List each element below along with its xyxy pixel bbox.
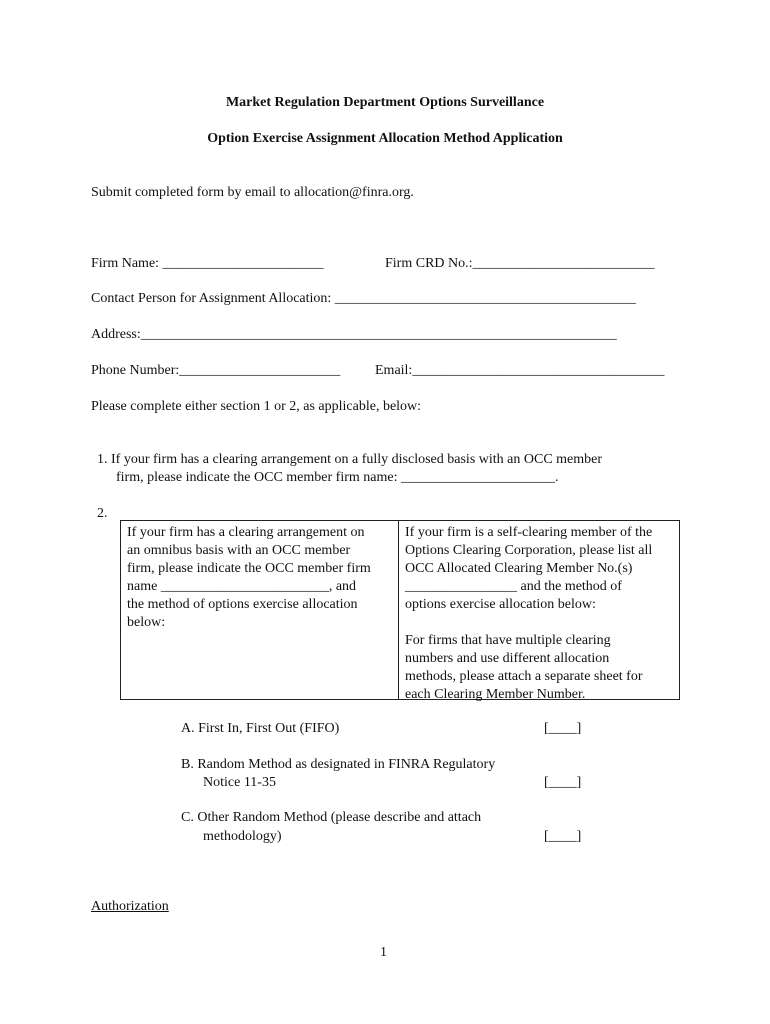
right-cell-line: Options Clearing Corporation, please list all: [405, 543, 653, 558]
left-cell-line: an omnibus basis with an OCC member: [127, 543, 351, 558]
right-cell-note-line: each Clearing Member Number.: [405, 687, 586, 702]
cell-spacer: [405, 614, 673, 632]
left-cell-line: below:: [127, 615, 166, 630]
section1-line1: 1. If your firm has a clearing arrangement on a fully disclosed basis with an OCC member: [97, 452, 603, 467]
method-a-checkbox[interactable]: [____]: [544, 721, 582, 736]
section2-number: 2.: [97, 506, 108, 521]
contact-person-field[interactable]: Contact Person for Assignment Allocation: ___________________________________________: [91, 291, 636, 306]
method-a-label: A. First In, First Out (FIFO): [181, 721, 340, 736]
right-cell-note-line: methods, please attach a separate sheet for: [405, 669, 643, 684]
form-subtitle: Option Exercise Assignment Allocation Method Application: [207, 131, 563, 146]
method-c-label: C. Other Random Method (please describe and attach: [181, 810, 482, 825]
email-field[interactable]: Email:____________________________________: [375, 363, 665, 378]
right-cell-line: options exercise allocation below:: [405, 597, 596, 612]
section2-left-cell: [120, 520, 399, 700]
method-b-checkbox[interactable]: [____]: [544, 775, 582, 790]
submit-instruction: Submit completed form by email to allocation@finra.org.: [91, 185, 414, 200]
method-c-checkbox[interactable]: [____]: [544, 829, 582, 844]
section2-right-cell: [398, 520, 680, 700]
right-cell-line[interactable]: ________________ and the method of: [405, 579, 622, 594]
left-cell-line: the method of options exercise allocation: [127, 597, 358, 612]
left-cell-line: If your firm has a clearing arrangement on: [127, 525, 365, 540]
page-title: Market Regulation Department Options Surveillance: [225, 95, 545, 110]
right-cell-line: If your firm is a self-clearing member of the: [405, 525, 653, 540]
authorization-heading: Authorization: [91, 899, 169, 914]
method-b-label: B. Random Method as designated in FINRA Regulatory: [181, 757, 496, 772]
right-cell-note-line: numbers and use different allocation: [405, 651, 610, 666]
phone-field[interactable]: Phone Number:_______________________: [91, 363, 341, 378]
section-instruction: Please complete either section 1 or 2, as applicable, below:: [91, 399, 422, 414]
right-cell-note-line: For firms that have multiple clearing: [405, 633, 611, 648]
left-cell-line[interactable]: name ________________________, and: [127, 579, 357, 594]
method-c-label-cont: methodology): [203, 829, 282, 844]
page-number: 1: [380, 945, 387, 960]
address-field[interactable]: Address:____________________________________________________________________: [91, 327, 617, 342]
method-b-label-cont: Notice 11-35: [203, 775, 276, 790]
left-cell-line: firm, please indicate the OCC member firm: [127, 561, 371, 576]
firm-crd-field[interactable]: Firm CRD No.:__________________________: [385, 256, 655, 271]
right-cell-line: OCC Allocated Clearing Member No.(s): [405, 561, 633, 576]
firm-name-field[interactable]: Firm Name: _______________________: [91, 256, 324, 271]
section1-line2[interactable]: firm, please indicate the OCC member firm name: ______________________.: [116, 470, 559, 485]
